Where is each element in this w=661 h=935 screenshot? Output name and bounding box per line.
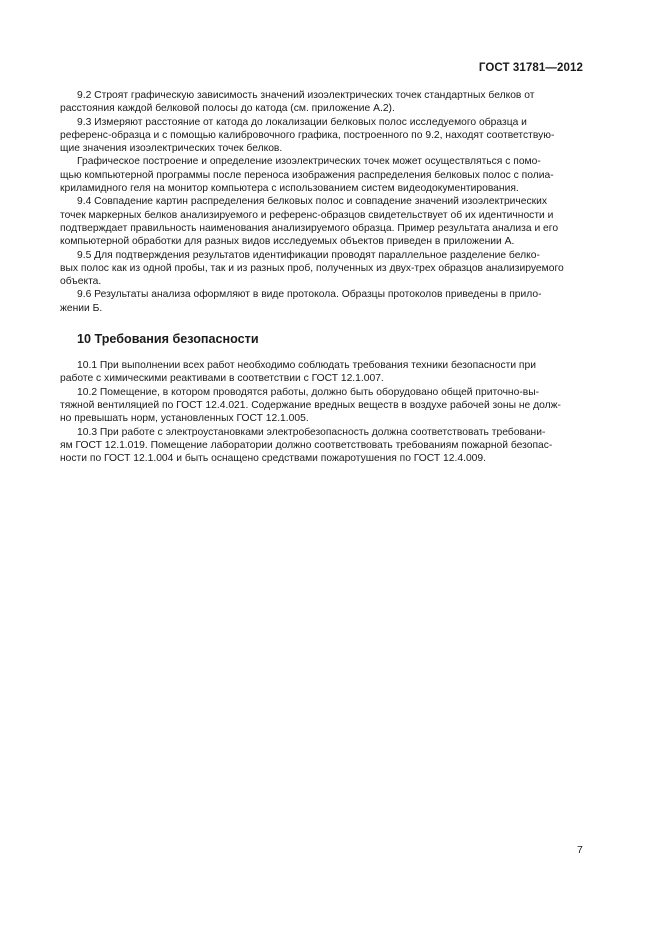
paragraph-line: 10.3 При работе с электроустановками электробезопасность должна соответствовать требовани-	[77, 426, 546, 438]
section-10-paragraphs	[60, 359, 582, 465]
paragraph-line: 9.2 Строят графическую зависимость значений изоэлектрических точек стандартных белков от	[77, 90, 535, 101]
paragraph-line: подтверждает правильность наименования анализируемого образца. Пример результата анализа и его	[60, 222, 559, 234]
paragraph	[60, 249, 582, 289]
paragraph-line: 9.5 Для подтверждения результатов идентификации проводят параллельное разделение белко-	[77, 249, 540, 261]
paragraph-line: щью компьютерной программы после переноса изображения распределения белковых полос с полиа-	[60, 169, 554, 181]
paragraph-line: ности по ГОСТ 12.1.004 и быть оснащено средствами пожаротушения по ГОСТ 12.4.009.	[60, 453, 486, 465]
document-body	[60, 89, 582, 465]
section-9-paragraphs	[60, 89, 582, 315]
paragraph	[60, 288, 582, 315]
paragraph-line: референс-образца и с помощью калибровочного графика, построенного по 9.2, находят соответствую-	[60, 129, 555, 141]
paragraph-line: вых полос как из одной пробы, так и из разных проб, полученных из двух-трех образцов анализируемого	[60, 262, 564, 274]
paragraph-line: 10.1 При выполнении всех работ необходимо соблюдать требования техники безопасности при	[77, 360, 536, 372]
paragraph-line: щие значения изоэлектрических точек белков.	[60, 143, 283, 155]
paragraph-line: 9.3 Измеряют расстояние от катода до локализации белковых полос исследуемого образца и	[77, 116, 527, 128]
paragraph	[60, 386, 582, 426]
paragraph-line: 9.4 Совпадение картин распределения белковых полос и совпадение значений изоэлектрических	[77, 196, 548, 208]
paragraph-line: криламидного геля на монитор компьютера с использованием систем видеодокументирования.	[60, 183, 519, 195]
paragraph	[60, 116, 582, 156]
paragraph	[60, 195, 582, 248]
paragraph	[60, 89, 582, 116]
paragraph-line: жении Б.	[60, 302, 103, 314]
paragraph-line: но превышать норм, установленных ГОСТ 12.1.005.	[60, 413, 309, 425]
paragraph-line: расстояния каждой белковой полосы до катода (см. приложение А.2).	[60, 103, 395, 115]
paragraph-line: работе с химическими реактивами в соответствии с ГОСТ 12.1.007.	[60, 373, 384, 385]
paragraph-line: компьютерной обработки для разных видов исследуемых объектов приведен в приложении А.	[60, 236, 515, 248]
section-10-title: 10 Требования безопасности	[77, 332, 259, 347]
page-number: 7	[577, 844, 583, 856]
paragraph	[60, 155, 582, 195]
paragraph	[60, 426, 582, 466]
paragraph-line: точек маркерных белков анализируемого и референс-образцов свидетельствует об их идентичности и	[60, 209, 554, 221]
paragraph-line: 9.6 Результаты анализа оформляют в виде протокола. Образцы протоколов приведены в прило-	[77, 289, 542, 301]
paragraph-line: тяжной вентиляцией по ГОСТ 12.4.021. Содержание вредных веществ в воздухе рабочей зоны не долж-	[60, 399, 561, 411]
paragraph-line: ям ГОСТ 12.1.019. Помещение лаборатории должно соответствовать требованиям пожарной безопас-	[60, 439, 553, 451]
document-header: ГОСТ 31781—2012	[478, 62, 583, 74]
paragraph-line: объекта.	[60, 276, 102, 288]
paragraph-line: 10.2 Помещение, в котором проводятся работы, должно быть оборудовано общей приточно-вы-	[77, 386, 540, 398]
paragraph-line: Графическое построение и определение изоэлектрических точек может осуществляться с помо-	[77, 156, 541, 168]
paragraph	[60, 359, 582, 386]
